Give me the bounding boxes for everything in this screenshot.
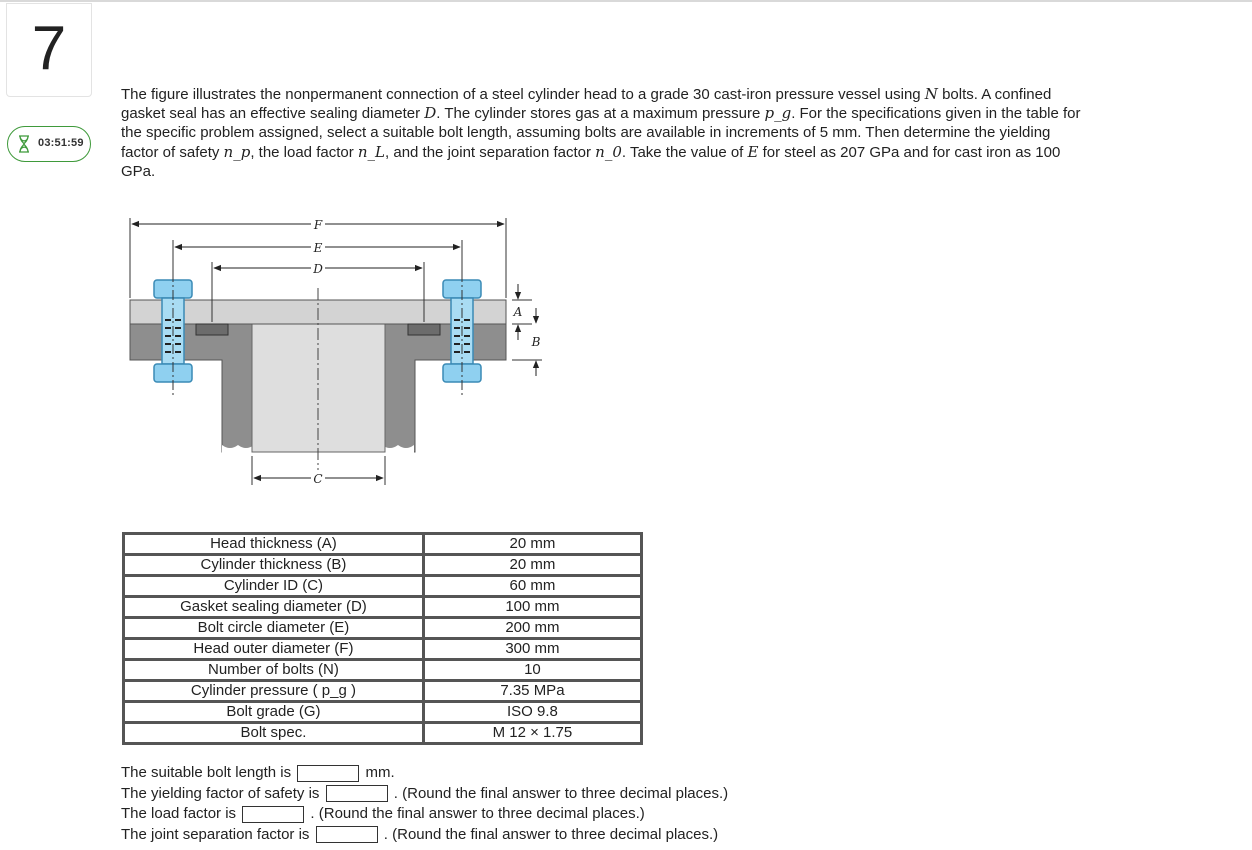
timer-text: 03:51:59 [38, 137, 84, 149]
answer-row-separation-factor [121, 825, 728, 846]
table-row [124, 554, 641, 575]
spec-value: 20 mm [423, 554, 641, 575]
problem-text: . For the specifications given in the table for the specific problem assigned, select a suitable bolt length, assuming bolts are available in increments of 5 mm. Then determine the yielding factor of safety [121, 105, 1081, 161]
spec-value: 20 mm [423, 534, 641, 554]
spec-value: 60 mm [423, 575, 641, 596]
spec-value: ISO 9.8 [423, 701, 641, 722]
problem-text: bolts. A confined gasket seal has an effective sealing diameter [121, 86, 1052, 123]
problem-text: , and the joint separation factor [385, 143, 596, 161]
answer-prompt: The yielding factor of safety is [121, 784, 320, 802]
problem-text: . Take the value of [621, 143, 748, 161]
var-e: E [747, 142, 759, 161]
answer-prompt: The joint separation factor is [121, 825, 310, 843]
table-row [124, 617, 641, 638]
table-row [124, 701, 641, 722]
var-nl: n_L [357, 142, 386, 161]
problem-text: for steel as 207 GPa and for cast iron as 100 GPa. [121, 143, 1061, 180]
spec-label: Cylinder thickness (B) [124, 554, 423, 575]
answer-prompt: The suitable bolt length is [121, 764, 292, 781]
spec-value: 7.35 MPa [423, 680, 641, 701]
var-pg: p_g [764, 104, 792, 123]
spec-value: 300 mm [423, 638, 641, 659]
problem-statement [121, 85, 1086, 181]
dim-label-f: F [313, 218, 323, 232]
question-number: 7 [31, 14, 67, 83]
problem-text: , the load factor [250, 143, 358, 161]
spec-label: Head outer diameter (F) [124, 638, 423, 659]
question-number-box [6, 3, 92, 97]
load-factor-input[interactable] [242, 806, 304, 823]
top-divider [0, 0, 1252, 2]
specification-table [122, 532, 643, 745]
yield-fos-input[interactable] [326, 785, 388, 802]
answer-row-load-factor [121, 804, 728, 825]
answer-suffix: . (Round the final answer to three decimal places.) [383, 825, 719, 843]
separation-factor-input[interactable] [316, 826, 378, 843]
table-row [124, 534, 641, 554]
spec-label: Bolt circle diameter (E) [124, 617, 423, 638]
timer-badge[interactable] [7, 126, 91, 162]
spec-label: Bolt grade (G) [124, 701, 423, 722]
answer-prompt: The load factor is [121, 805, 237, 822]
table-row [124, 638, 641, 659]
problem-text: . The cylinder stores gas at a maximum pressure [436, 105, 765, 123]
spec-value: M 12 × 1.75 [423, 722, 641, 743]
spec-value: 100 mm [423, 596, 641, 617]
var-n: N [924, 85, 938, 103]
spec-label: Cylinder pressure ( p_g ) [124, 680, 423, 701]
spec-label: Number of bolts (N) [124, 659, 423, 680]
spec-label: Gasket sealing diameter (D) [124, 596, 423, 617]
dim-label-b: B [531, 335, 541, 349]
table-row [124, 575, 641, 596]
dim-label-c: C [313, 472, 323, 486]
spec-label: Cylinder ID (C) [124, 575, 423, 596]
table-row [124, 659, 641, 680]
answer-suffix: . (Round the final answer to three decimal places.) [393, 784, 729, 802]
hourglass-icon [18, 135, 30, 153]
spec-label: Head thickness (A) [124, 534, 423, 554]
spec-value: 200 mm [423, 617, 641, 638]
table-row [124, 722, 641, 743]
answer-row-yield-fos [121, 784, 728, 805]
problem-text: The figure illustrates the nonpermanent connection of a steel cylinder head to a grade 30 cast-iron pressure vessel using [121, 86, 925, 103]
spec-value: 10 [423, 659, 641, 680]
answer-row-bolt-length [121, 763, 728, 784]
table-row [124, 680, 641, 701]
cylinder-head-diagram [118, 210, 558, 510]
var-np: n_p [223, 142, 251, 161]
var-d: D [424, 104, 437, 123]
dim-label-e: E [313, 241, 323, 255]
answer-suffix: mm. [365, 764, 395, 781]
var-n0: n_0 [595, 142, 622, 161]
answer-suffix: . (Round the final answer to three decimal places.) [310, 805, 645, 822]
spec-label: Bolt spec. [124, 722, 423, 743]
dim-label-a: A [513, 305, 523, 319]
bolt-length-input[interactable] [297, 765, 359, 782]
answer-section [121, 763, 728, 845]
table-row [124, 596, 641, 617]
dim-label-d: D [313, 262, 323, 276]
